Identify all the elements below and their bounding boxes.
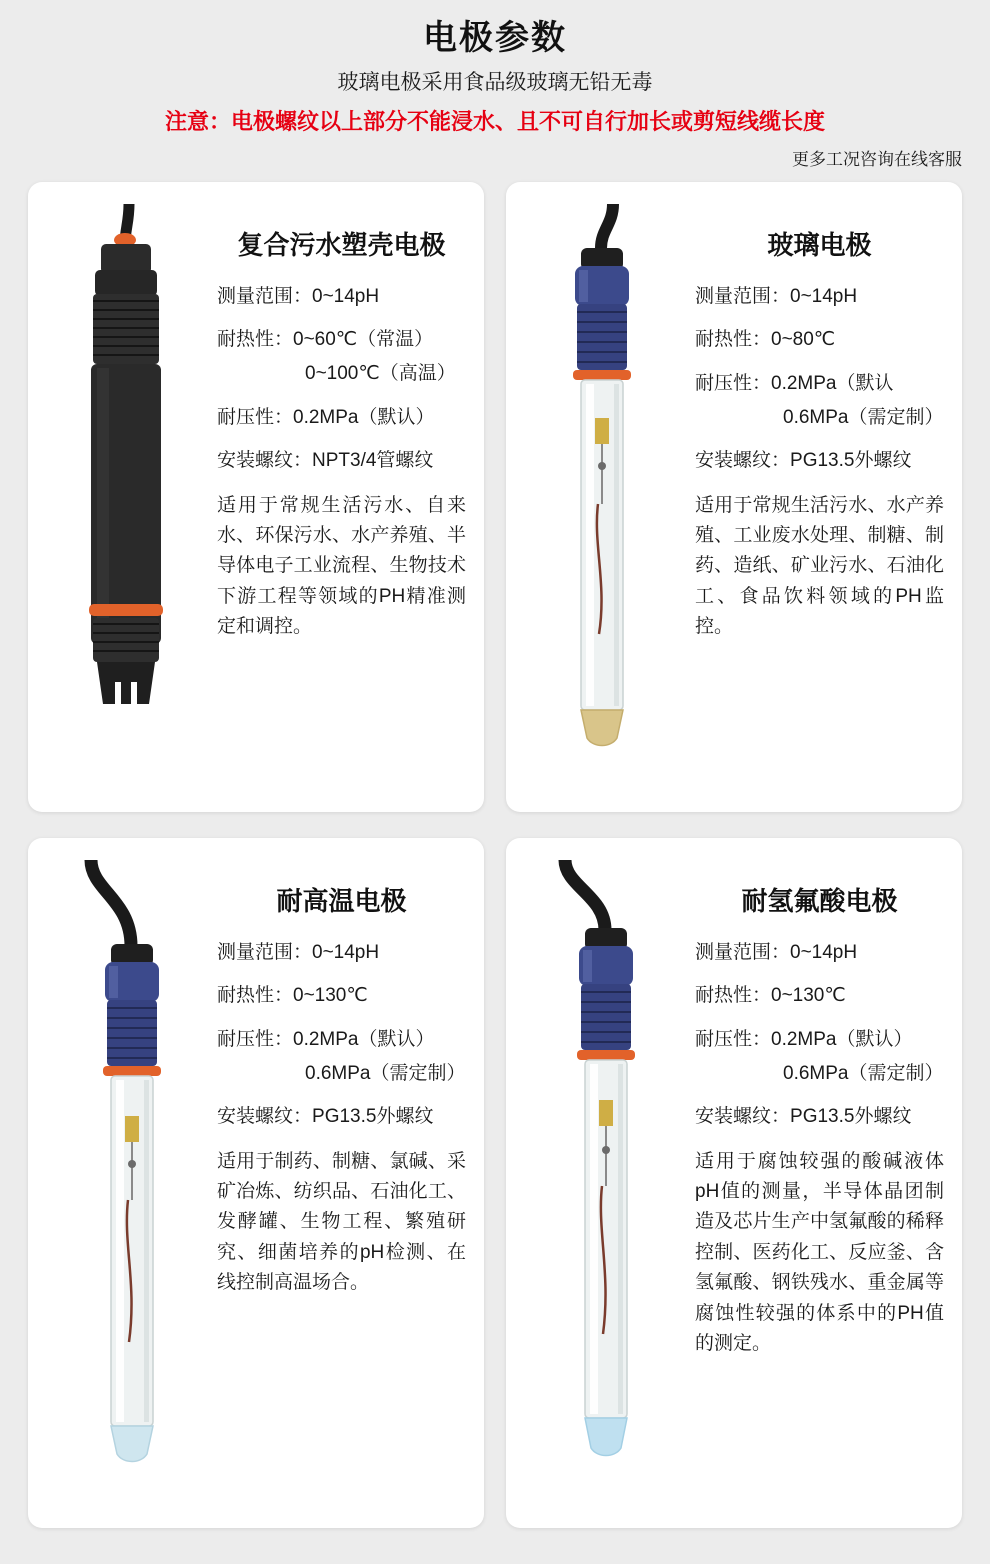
spec-mounting-thread: 安装螺纹：PG13.5外螺纹 [217, 1106, 434, 1128]
spec-pressure-resistance: 耐压性：0.2MPa（默认） [695, 1028, 913, 1050]
card-title: 耐高温电极 [276, 885, 407, 916]
glass-probe-icon [529, 204, 679, 764]
spec-heat-resistance-second: 0~100℃（高温） [305, 362, 456, 384]
probe-image-glass-1 [516, 200, 691, 790]
spec-measuring-range: 测量范围：0~14pH [217, 285, 380, 307]
card-title: 耐氢氟酸电极 [741, 885, 898, 916]
glass-probe-icon [529, 860, 679, 1480]
card-title: 复合污水塑壳电极 [237, 229, 446, 260]
card-title: 玻璃电极 [767, 229, 872, 260]
spec-mounting-thread: 安装螺纹：NPT3/4管螺纹 [217, 450, 434, 472]
glass-probe-icon [51, 860, 201, 1480]
card-description: 适用于常规生活污水、自来水、环保污水、水产养殖、半导体电子工业流程、生物技术下游工程等领域的PH精准测定和调控。 [217, 494, 466, 638]
spec-pressure-resistance-second: 0.6MPa（需定制） [305, 1062, 466, 1084]
probe-image-black-plastic [38, 200, 213, 790]
spec-pressure-resistance: 耐压性：0.2MPa（默认） [217, 1028, 435, 1050]
spec-measuring-range: 测量范围：0~14pH [695, 285, 858, 307]
card-description: 适用于腐蚀较强的酸碱液体pH值的测量，半导体晶团制造及芯片生产中氢氟酸的稀释控制、医药化工、反应釜、含氢氟酸、钢铁残水、重金属等腐蚀性较强的体系中的PH值的测定。 [695, 1150, 944, 1354]
probe-image-glass-3 [516, 856, 691, 1506]
spec-heat-resistance: 耐热性：0~130℃ [217, 985, 368, 1007]
spec-heat-resistance: 耐热性：0~80℃ [695, 329, 836, 351]
spec-pressure-resistance: 耐压性：0.2MPa（默认） [217, 406, 435, 428]
electrode-card-composite-sewage-plastic-shell [28, 182, 484, 812]
notice-text: 注意：电极螺纹以上部分不能浸水、且不可自行加长或剪短线缆长度 [164, 109, 825, 135]
spec-pressure-resistance: 耐压性：0.2MPa（默认 [695, 372, 894, 394]
page-title: 电极参数 [423, 19, 567, 57]
electrode-card-grid [0, 182, 990, 1528]
spec-mounting-thread: 安装螺纹：PG13.5外螺纹 [695, 1106, 912, 1128]
card-text-column [213, 856, 466, 1506]
card-description: 适用于常规生活污水、水产养殖、工业废水处理、制糖、制药、造纸、矿业污水、石油化工、食品饮料领域的PH监控。 [695, 494, 944, 638]
spec-heat-resistance: 耐热性：0~130℃ [695, 985, 846, 1007]
card-description: 适用于制药、制糖、氯碱、采矿冶炼、纺织品、石油化工、发酵罐、生物工程、繁殖研究、细菌培养的pH检测、在线控制高温场合。 [217, 1150, 466, 1294]
black-plastic-probe-icon [51, 204, 201, 744]
spec-mounting-thread: 安装螺纹：PG13.5外螺纹 [695, 450, 912, 472]
service-text: 更多工况咨询在线客服 [792, 149, 962, 169]
page-header [0, 0, 990, 137]
spec-heat-resistance: 耐热性：0~60℃（常温） [217, 329, 434, 351]
card-text-column [213, 200, 466, 790]
spec-measuring-range: 测量范围：0~14pH [217, 941, 380, 963]
electrode-card-hydrofluoric-acid [506, 838, 962, 1528]
page-subtitle: 玻璃电极采用食品级玻璃无铅无毒 [337, 70, 653, 94]
spec-measuring-range: 测量范围：0~14pH [695, 941, 858, 963]
electrode-card-high-temperature [28, 838, 484, 1528]
probe-image-glass-2 [38, 856, 213, 1506]
card-text-column [691, 856, 944, 1506]
spec-pressure-resistance-second: 0.6MPa（需定制） [783, 406, 944, 428]
card-text-column [691, 200, 944, 790]
spec-pressure-resistance-second: 0.6MPa（需定制） [783, 1062, 944, 1084]
electrode-card-glass [506, 182, 962, 812]
